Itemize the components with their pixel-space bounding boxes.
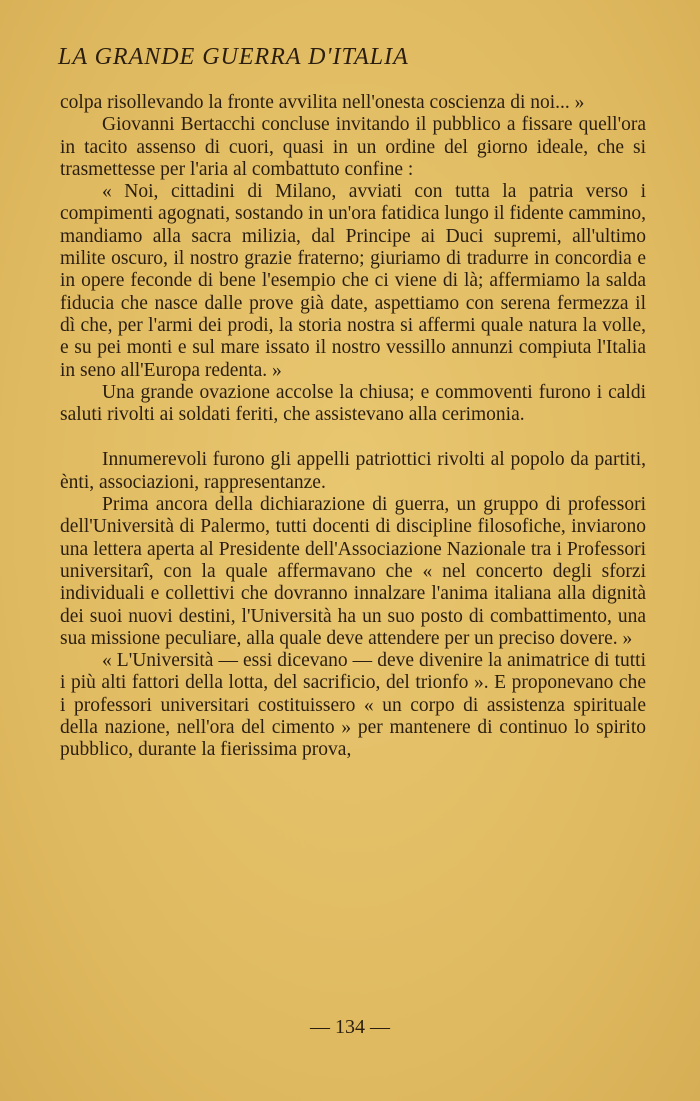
paragraph: Giovanni Bertacchi concluse invitando il pubblico a fissare quell'ora in tacito assenso di cuori, quasi in un ordine del giorno ideale, che si trasmettesse per l'aria al combattuto confine : [60, 114, 646, 180]
paragraph: colpa risollevando la fronte avvilita nell'onesta coscienza di noi... » [60, 92, 585, 113]
paragraph: Innumerevoli furono gli appelli patriottici rivolti al popolo da partiti, ènti, associazioni, rappresentanze. [60, 449, 646, 493]
paragraph: « Noi, cittadini di Milano, avviati con tutta la patria verso i compimenti agognati, sostando in un'ora fatidica lungo il fidente cammino, mandiamo alla sacra milizia, dal Principe ai Duci supremi, all'ultimo milite oscuro, il nostro grazie fraterno; giuriamo di tradurre in concordia e in opere feconde di bene l'esempio che ci viene di là; affermiamo la salda fiducia che nasce dalle prove già date, aspettiamo con serena fermezza il dì che, per l'armi dei prodi, la storia nostra si affermi quale natura la volle, e su pei monti e sul mare issato il nostro vessillo annunzi compiuta l'Italia in seno all'Europa redenta. » [60, 181, 646, 381]
running-header: LA GRANDE GUERRA D'ITALIA [58, 44, 409, 70]
page-number: — 134 — [310, 1016, 390, 1038]
body-text [60, 92, 646, 762]
paragraph: Una grande ovazione accolse la chiusa; e commoventi furono i caldi saluti rivolti ai soldati feriti, che assistevano alla cerimonia. [60, 381, 646, 426]
section-break [60, 426, 646, 449]
paragraph: Prima ancora della dichiarazione di guerra, un gruppo di professori dell'Università di Palermo, tutti docenti di discipline filosofiche, inviarono una lettera aperta al Presidente dell'Associazione Nazionale tra i Professori universitarî, con la quale affermavano che « nel concerto degli sforzi individuali e collettivi che dovranno innalzare l'anima italiana alla dignità dei suoi nuovi destini, l'Università ha un suo posto di combattimento, una sua missione peculiare, alla quale deve attendere per un preciso dovere. » [60, 494, 646, 649]
paragraph: « L'Università — essi dicevano — deve divenire la animatrice di tutti i più alti fattori della lotta, del sacrificio, del trionfo ». E proponevano che i professori universitari costituissero « un corpo di assistenza spirituale della nazione, nell'ora del cimento » per mantenere di continuo lo spirito pubblico, durante la fierissima prova, [60, 650, 646, 761]
